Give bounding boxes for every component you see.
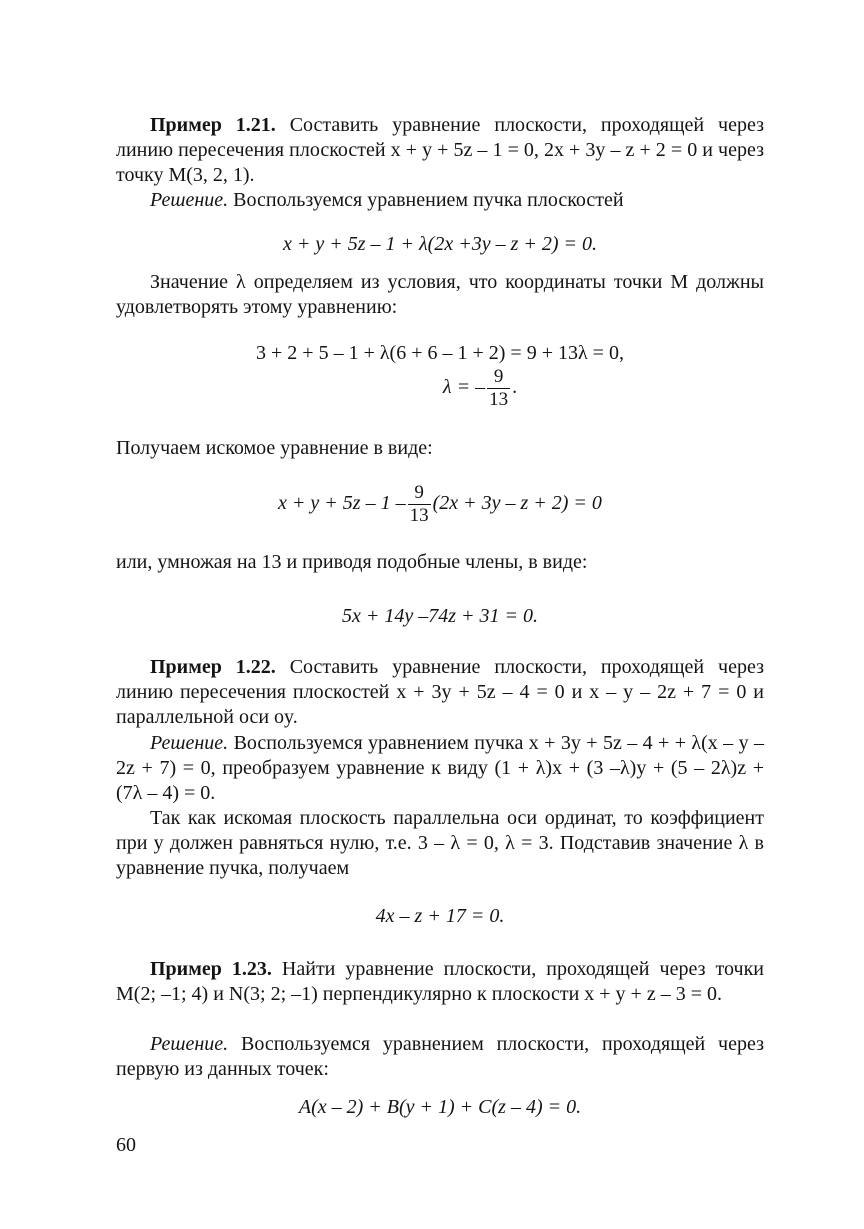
- example-1-21-lambda-text: Значение λ определяем из условия, что координаты точки M должны удовлетворять этому уравнению:: [116, 271, 764, 318]
- equation-result-fraction: [116, 482, 764, 527]
- example-1-22-reasoning: Так как искомая плоскость параллельна оси ординат, то коэффициент при y должен равняться нулю, т.е. 3 – λ = 0, λ = 3. Подставив значение λ в уравнение пучка, получаем: [116, 807, 764, 879]
- example-1-23-statement: [116, 957, 764, 1007]
- result-lhs: x + y + 5z – 1 –: [278, 492, 406, 515]
- equation-pencil: x + y + 5z – 1 + λ(2x +3y – z + 2) = 0.: [282, 233, 598, 255]
- fraction-numerator: 9: [487, 366, 510, 389]
- example-1-23-solution: [116, 1032, 764, 1082]
- example-1-21-result-intro: Получаем искомое уравнение в виде:: [116, 437, 433, 459]
- example-1-22-statement: [116, 655, 764, 730]
- example-1-22-solution: [116, 731, 764, 806]
- example-1-21-title: Пример 1.21.: [150, 114, 276, 136]
- solution-text: Воспользуемся уравнением пучка плоскостей: [228, 189, 624, 211]
- example-1-23-text: Найти уравнение плоскости, проходящей через точки M(2; –1; 4) и N(3; 2; –1) перпендикулярно к плоскости x + y + z – 3 = 0.: [116, 958, 764, 1005]
- solution-label: Решение.: [150, 1033, 229, 1055]
- equation-period: .: [512, 376, 518, 399]
- fraction-denominator: 13: [409, 505, 429, 526]
- example-1-22-title: Пример 1.22.: [150, 656, 276, 678]
- solution-text: Воспользуемся уравнением плоскости, проходящей через первую из данных точек:: [116, 1033, 764, 1080]
- equation-substitution: 3 + 2 + 5 – 1 + λ(6 + 6 – 1 + 2) = 9 + 13λ = 0,: [256, 342, 624, 364]
- result-rhs: (2x + 3y – z + 2) = 0: [432, 492, 602, 515]
- fraction-9-13-result: [408, 482, 431, 527]
- solution-label: Решение.: [150, 189, 229, 211]
- example-1-21-text: Составить уравнение плоскости, проходящей через линию пересечения плоскостей x + y + 5z – 1 = 0, 2x + 3y – z + 2 = 0 и через точку M(3, 2, 1).: [116, 114, 765, 186]
- example-1-21-solution: [116, 188, 764, 213]
- fraction-9-13: [487, 366, 510, 411]
- equation-plane-through-point: A(x – 2) + B(y + 1) + C(z – 4) = 0.: [298, 1096, 582, 1118]
- equation-final-1-22: 4x – z + 17 = 0.: [375, 905, 505, 927]
- solution-text: Воспользуемся уравнением пучка x + 3y + 5z – 4 + + λ(x – y – 2z + 7) = 0, преобразуем уравнение к виду (1 + λ)x + (3 –λ)y + (5 – 2λ)z + (7λ – 4) = 0.: [116, 732, 764, 804]
- page-number: 60: [116, 1134, 136, 1156]
- example-1-21-simplify-text: или, умножая на 13 и приводя подобные члены, в виде:: [116, 551, 588, 573]
- fraction-denominator: 13: [489, 389, 509, 410]
- equation-lambda-value: [116, 366, 804, 411]
- fraction-numerator: 9: [408, 482, 431, 505]
- example-1-23-title: Пример 1.23.: [150, 958, 272, 980]
- lambda-lhs: λ = –: [442, 376, 486, 399]
- example-1-21-statement: [116, 113, 764, 188]
- example-1-22-text: Составить уравнение плоскости, проходящей через линию пересечения плоскостей x + 3y + 5z – 4 = 0 и x – y – 2z + 7 = 0 и параллельной оси oy.: [116, 656, 765, 728]
- solution-label: Решение.: [150, 732, 229, 754]
- equation-final-1-21: 5x + 14y –74z + 31 = 0.: [341, 605, 539, 627]
